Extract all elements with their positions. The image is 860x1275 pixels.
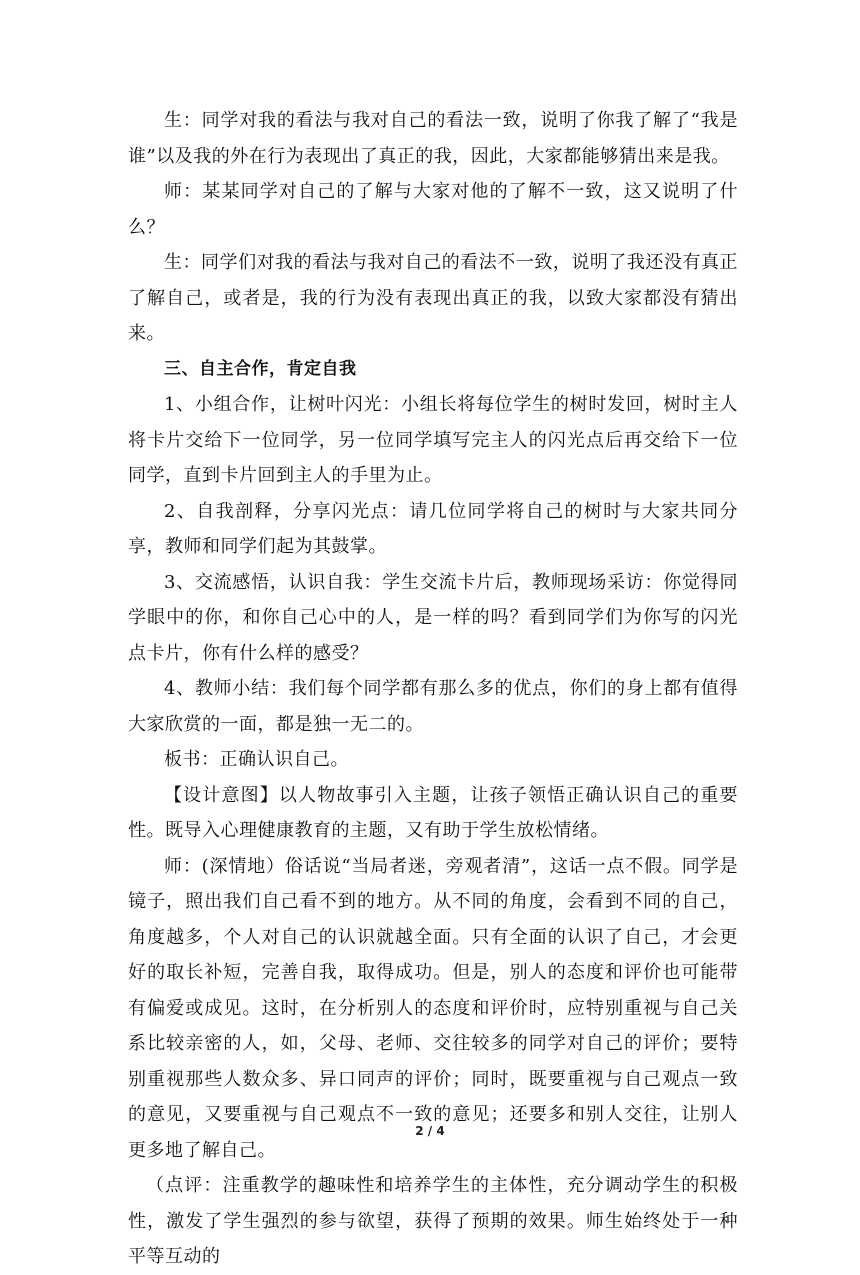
paragraph-review: （点评：注重教学的趣味性和培养学生的主体性，充分调动学生的积极性，激发了学生强烈的参与欲望，获得了预期的效果。师生始终处于一种平等互动的 xyxy=(128,1175,738,1267)
paragraph-step-2: 2、自我剖释，分享闪光点：请几位同学将自己的树时与大家共同分享，教师和同学们起为其鼓掌。 xyxy=(128,500,738,557)
paragraph-student-answer-consistent: 生：同学对我的看法与我对自己的看法一致，说明了你我了解了“我是谁”以及我的外在行为表现出了真正的我，因此，大家都能够猜出来是我。 xyxy=(128,110,738,167)
section-heading: 三、自主合作，肯定自我 xyxy=(164,358,357,379)
paragraph-step-4: 4、教师小结：我们每个同学都有那么多的优点，你们的身上都有值得大家欣赏的一面，都是独一无二的。 xyxy=(128,678,738,735)
paragraph-teacher-speech: 师：(深情地）俗话说“当局者迷，旁观者清”，这话一点不假。同学是镜子，照出我们自己看不到的地方。从不同的角度，会看到不同的自己，角度越多，个人对自己的认识就越全面。只有全面的认识了自己，才会更好的取长补短，完善自我，取得成功。但是，别人的态度和评价也可能带有偏爱或成见。这时，在分析别人的态度和评价时，应特别重视与自己关系比较亲密的人，如，父母、老师、交往较多的同学对自己的评价；要特别重视那些人数众多、异口同声的评价；同时，既要重视与自己观点一致的意见，又要重视与自己观点不一致的意见；还要多和别人交往，让别人更多地了解自己。 xyxy=(128,855,738,1161)
paragraph-step-1: 1、小组合作，让树叶闪光：小组长将每位学生的树时发回，树时主人将卡片交给下一位同学，另一位同学填写完主人的闪光点后再交给下一位同学，直到卡片回到主人的手里为止。 xyxy=(128,394,738,486)
page-number: 2 / 4 xyxy=(415,1124,445,1138)
paragraph-blackboard: 板书：正确认识自己。 xyxy=(164,749,349,770)
paragraph-student-answer-inconsistent: 生：同学们对我的看法与我对自己的看法不一致，说明了我还没有真正了解自己，或者是，我的行为没有表现出真正的我，以致大家都没有猜出来。 xyxy=(128,252,738,344)
document-body xyxy=(128,103,738,1275)
paragraph-teacher-question: 师：某某同学对自己的了解与大家对他的了解不一致，这又说明了什么？ xyxy=(128,181,738,238)
paragraph-design-intent: 【设计意图】以人物故事引入主题，让孩子领悟正确认识自己的重要性。既导入心理健康教育的主题，又有助于学生放松情绪。 xyxy=(128,784,738,841)
paragraph-step-3: 3、交流感悟，认识自我：学生交流卡片后，教师现场采访：你觉得同学眼中的你，和你自己心中的人，是一样的吗？看到同学们为你写的闪光点卡片，你有什么样的感受？ xyxy=(128,571,738,664)
